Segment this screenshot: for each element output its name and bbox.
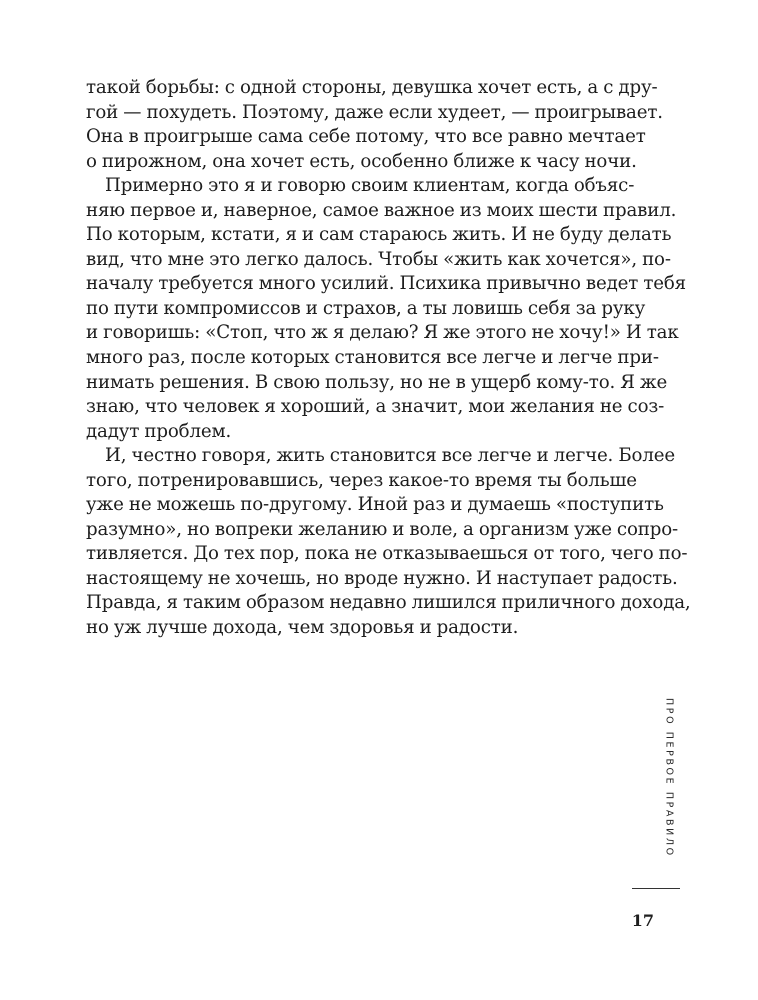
- text-line: И, честно говоря, жить становится все легче и легче. Более: [105, 445, 675, 467]
- paragraph-2: [86, 174, 686, 444]
- body-text: [86, 76, 691, 641]
- text-line: Она в проигрыше сама себе потому, что все равно мечтает: [86, 126, 646, 148]
- text-line: того, потренировавшись, через какое-то время ты больше: [86, 469, 637, 491]
- paragraph-1: [86, 76, 663, 174]
- text-line: и говоришь: «Стоп, что ж я делаю? Я же этого не хочу!» И так: [86, 322, 679, 344]
- text-line: такой борьбы: с одной стороны, девушка хочет есть, а с дру-: [86, 77, 658, 98]
- text-line: нимать решения. В свою пользу, но не в ущерб кому-то. Я же: [86, 371, 668, 393]
- text-line: уже не можешь по-другому. Иной раз и думаешь «поступить: [86, 494, 664, 516]
- running-head: [654, 698, 684, 878]
- text-line: гой — похудеть. Поэтому, даже если худеет, — проигрывает.: [86, 101, 663, 123]
- text-line: знаю, что человек я хороший, а значит, мои желания не соз-: [86, 396, 665, 418]
- text-line: тивляется. До тех пор, пока не отказываешься от того, чего по-: [86, 543, 688, 565]
- text-line: няю первое и, наверное, самое важное из моих шести правил.: [86, 199, 677, 221]
- text-line: настоящему не хочешь, но вроде нужно. И наступает радость.: [86, 567, 678, 589]
- text-line: разумно», но вопреки желанию и воле, а организм уже сопро-: [86, 518, 679, 540]
- text-line: вид, что мне это легко далось. Чтобы «жить как хочется», по-: [86, 248, 671, 270]
- text-line: много раз, после которых становится все легче и легче при-: [86, 347, 659, 369]
- text-line: по пути компромиссов и страхов, а ты ловишь себя за руку: [86, 297, 646, 319]
- text-line: Примерно это я и говорю своим клиентам, когда объяс-: [105, 175, 635, 197]
- text-line: началу требуется много усилий. Психика привычно ведет тебя: [86, 273, 686, 295]
- page-number: 17: [631, 911, 654, 930]
- text-line: Правда, я таким образом недавно лишился приличного дохода,: [86, 592, 691, 614]
- text-line: По которым, кстати, я и сам стараюсь жить. И не буду делать: [86, 224, 672, 246]
- text-line: дадут проблем.: [86, 420, 232, 442]
- footer-rule: [632, 888, 680, 889]
- running-head-text: ПРО ПЕРВОЕ ПРАВИЛО: [663, 698, 675, 858]
- paragraph-3: [86, 444, 691, 640]
- text-line: о пирожном, она хочет есть, особенно ближе к часу ночи.: [86, 150, 637, 172]
- text-line: но уж лучше дохода, чем здоровья и радости.: [86, 617, 519, 639]
